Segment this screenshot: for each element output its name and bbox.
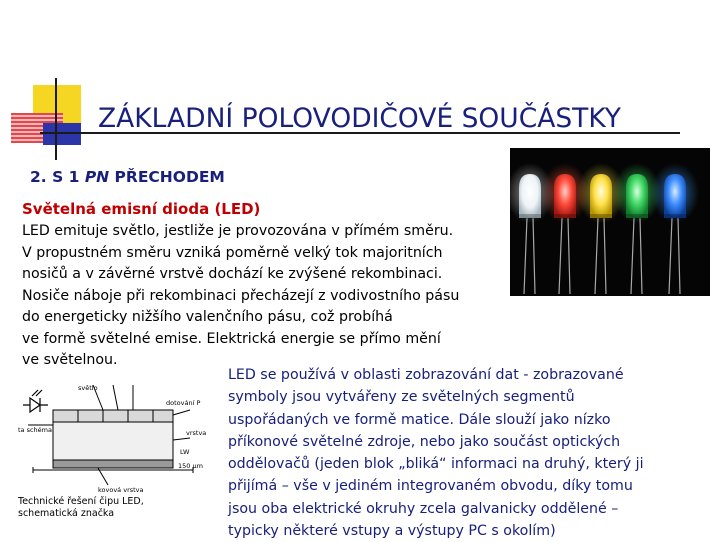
label-schema: ta schéma	[18, 426, 52, 434]
usage-paragraph-line: typicky některé vstupy a výstupy PC s okolím)	[228, 523, 556, 540]
subtitle-italic: PN	[84, 168, 110, 186]
diagram-caption	[18, 496, 144, 520]
caption-line: Technické řešení čipu LED,	[18, 496, 144, 507]
led-paragraph	[22, 221, 459, 372]
caption-line: schematická značka	[18, 508, 115, 519]
led-paragraph-line: LED emituje světlo, jestliže je provozována v přímém směru.	[22, 223, 454, 239]
subtitle-suffix: PŘECHODEM	[109, 168, 225, 186]
led-paragraph-line: ve světelnou.	[22, 352, 118, 368]
section-subtitle	[30, 168, 225, 186]
slide-title: ZÁKLADNÍ POLOVODIČOVÉ SOUČÁSTKY	[98, 103, 621, 134]
usage-paragraph-line: příkonové světelné zdroje, nebo jako součást optických	[228, 433, 621, 450]
ornament-vertical-line	[55, 78, 57, 160]
led-paragraph-line: do energeticky nižšího valenčního pásu, což probíhá	[22, 309, 393, 325]
led-photo	[510, 148, 710, 296]
led-paragraph-line: nosičů a v závěrné vrstvě dochází ke zvýšené rekombinaci.	[22, 266, 443, 282]
usage-paragraph-line: oddělovačů (jeden blok „bliká“ informaci na druhý, který ji	[228, 456, 644, 473]
label-vrstva: vrstva	[186, 429, 207, 437]
usage-paragraph-line: uspořádaných ve formě matice. Dále slouží jako nízko	[228, 411, 611, 428]
led-paragraph-line: ve formě světelné emise. Elektrická energie se přímo mění	[22, 330, 441, 347]
diode-symbol-icon	[23, 390, 48, 412]
usage-paragraph-line: symboly jsou vytvářeny ze světelných segmentů	[228, 389, 575, 406]
label-bottom: kovová vrstva	[98, 486, 144, 494]
led-heading: Světelná emisní dioda (LED)	[22, 200, 261, 218]
label-lw: LW	[180, 448, 190, 456]
led-paragraph-line: V propustném směru vzniká poměrně velký tok majoritních	[22, 244, 443, 261]
label-dotovani: dotování P	[166, 399, 201, 407]
usage-paragraph-line: LED se používá v oblasti zobrazování dat - zobrazované	[228, 367, 624, 383]
label-svetlo: světlo	[78, 384, 98, 392]
usage-paragraph-line: jsou oba elektrické okruhy zcela galvanicky oddělené –	[228, 500, 619, 517]
led-chip-diagram	[18, 380, 208, 495]
usage-paragraph-line: přijímá – vše v jediném integrovaném obvodu, díky tomu	[228, 478, 633, 495]
usage-paragraph	[228, 364, 644, 542]
ornament-blue-square	[43, 123, 81, 145]
label-dimension: 150 μm	[178, 462, 203, 470]
subtitle-prefix: 2. S 1	[30, 168, 85, 186]
led-paragraph-line: Nosiče náboje při rekombinaci přecházejí z vodivostního pásu	[22, 287, 460, 304]
